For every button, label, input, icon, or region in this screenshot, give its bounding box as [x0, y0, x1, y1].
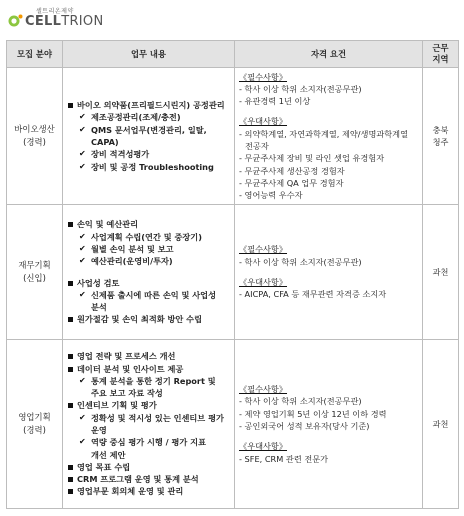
preferred-item: - 무균주사제 생산공정 경험자 — [239, 165, 345, 176]
task-item: 영업 목표 수립 — [67, 461, 230, 473]
task-cell — [63, 205, 235, 340]
header-field: 모집 분야 — [7, 41, 63, 68]
preferred-item: - 무균주사제 QA 업무 경험자 — [239, 177, 344, 188]
spacer — [239, 432, 418, 440]
preferred-label: 《우대사항》 — [239, 441, 288, 452]
task-item: 영업부문 회의체 운영 및 관리 — [67, 485, 230, 497]
task-subitem: 주요 보고 자료 작성 — [91, 388, 163, 399]
location-text: 충북 — [432, 124, 449, 135]
task-subitem: 분석 — [91, 302, 107, 313]
task-subitem: ✔ 역량 중심 평가 시행 / 평가 지표 — [67, 436, 230, 448]
required-item: - 유관경력 1년 이상 — [239, 96, 311, 107]
task-item: 데이터 분석 및 인사이트 제공 — [67, 363, 230, 375]
recruit-field-cell — [7, 340, 63, 509]
recruit-field-text: (신입) — [23, 273, 46, 283]
task-subitem: 개선 제안 — [91, 449, 126, 460]
required-item: - 학사 이상 학위 소지자(전공무관) — [239, 396, 362, 407]
task-subitem: ✔ 사업계획 수립(연간 및 중장기) — [67, 231, 230, 243]
task-item: 원가절감 및 손익 최적화 방안 수립 — [67, 313, 230, 325]
header-location-text: 근무지역 — [432, 42, 449, 64]
qualification-cell — [235, 205, 423, 340]
logo-brand-prefix: CELL — [25, 14, 62, 29]
spacer — [239, 107, 418, 115]
task-item: 영업 전략 및 프로세스 개선 — [67, 350, 230, 362]
task-subitem: ✔ 월별 손익 분석 및 보고 — [67, 243, 230, 255]
task-item: 사업성 검토 — [67, 277, 230, 289]
required-item: - 제약 영업기획 5년 이상 12년 이하 경력 — [239, 408, 387, 419]
table-row — [7, 205, 459, 340]
required-label: 《필수사항》 — [239, 384, 288, 395]
qualification-cell — [235, 68, 423, 205]
recruit-field-cell — [7, 205, 63, 340]
location-text: 과천 — [432, 266, 449, 277]
preferred-item: - AICPA, CFA 등 재무관련 자격증 소지자 — [239, 289, 387, 300]
recruit-field-cell — [7, 68, 63, 205]
spacer — [239, 268, 418, 276]
recruitment-table — [6, 40, 459, 509]
table-row — [7, 68, 459, 205]
task-subitem: ✔ 예산관리(운영비/투자) — [67, 255, 230, 267]
required-label: 《필수사항》 — [239, 71, 288, 82]
table-row — [7, 340, 459, 509]
task-subitem: ✔ 장비 및 공정 Troubleshooting — [67, 161, 230, 173]
task-subitem: ✔ QMS 문서업무(변경관리, 일탈, CAPA) — [67, 124, 230, 149]
task-subitem: 운영 — [91, 425, 107, 435]
task-cell — [63, 340, 235, 509]
required-label: 《필수사항》 — [239, 244, 288, 255]
task-item: 바이오 의약품(프리필드시린지) 공정관리 — [67, 99, 230, 111]
preferred-label: 《우대사항》 — [239, 116, 288, 127]
recruit-field-text: (경력) — [23, 137, 46, 147]
recruit-field-text: (경력) — [23, 425, 46, 435]
location-cell — [423, 68, 459, 205]
header-tasks: 업무 내용 — [63, 41, 235, 68]
task-subitem: ✔ 통계 분석을 통한 정기 Report 및 — [67, 375, 230, 387]
preferred-item: - 영어능력 우수자 — [239, 190, 303, 201]
required-item: - 공인외국어 성적 보유자(당사 기준) — [239, 421, 370, 431]
preferred-item: - 의약학계열, 자연과학계열, 제약/생명과학계열 — [239, 128, 408, 139]
header-qualifications: 자격 요건 — [235, 41, 423, 68]
required-item: - 학사 이상 학위 소지자(전공무관) — [239, 83, 362, 94]
recruit-field-text: 영업기획 — [18, 412, 51, 423]
task-item: CRM 프로그램 운영 및 통계 분석 — [67, 473, 230, 485]
task-item: 인센티브 기획 및 평가 — [67, 399, 230, 411]
logo-korean-text: 셀트리온제약 — [36, 8, 74, 15]
location-text: 청주 — [432, 137, 449, 147]
task-subitem: ✔ 정확성 및 적시성 있는 인센티브 평가 — [67, 412, 230, 424]
task-subitem: ✔ 장비 적격성평가 — [67, 148, 230, 160]
location-text: 과천 — [432, 418, 449, 429]
preferred-item: - SFE, CRM 관련 전문가 — [239, 453, 329, 464]
preferred-label: 《우대사항》 — [239, 277, 288, 287]
header-location — [423, 41, 459, 68]
logo-brand-suffix: TRION — [61, 14, 104, 29]
recruit-field-text: 재무기획 — [18, 260, 51, 271]
required-item: - 학사 이상 학위 소지자(전공무관) — [239, 256, 362, 267]
task-cell — [63, 68, 235, 205]
location-cell — [423, 205, 459, 340]
table-header-row — [7, 41, 459, 68]
preferred-item: 전공자 — [245, 141, 269, 151]
qualification-cell — [235, 340, 423, 509]
recruit-field-text: 바이오생산 — [14, 124, 55, 135]
logo-brand — [25, 14, 103, 29]
preferred-item: - 무균주사제 장비 및 라인 셋업 유경험자 — [239, 153, 385, 164]
location-cell — [423, 340, 459, 509]
task-subitem: ✔ 신제품 출시에 따른 손익 및 사업성 — [67, 289, 230, 301]
task-item: 손익 및 예산관리 — [67, 218, 230, 230]
celltrion-logo — [8, 6, 128, 32]
logo-mark-icon — [8, 13, 24, 29]
task-subitem: ✔ 제조공정관리(조제/충전) — [67, 111, 230, 123]
